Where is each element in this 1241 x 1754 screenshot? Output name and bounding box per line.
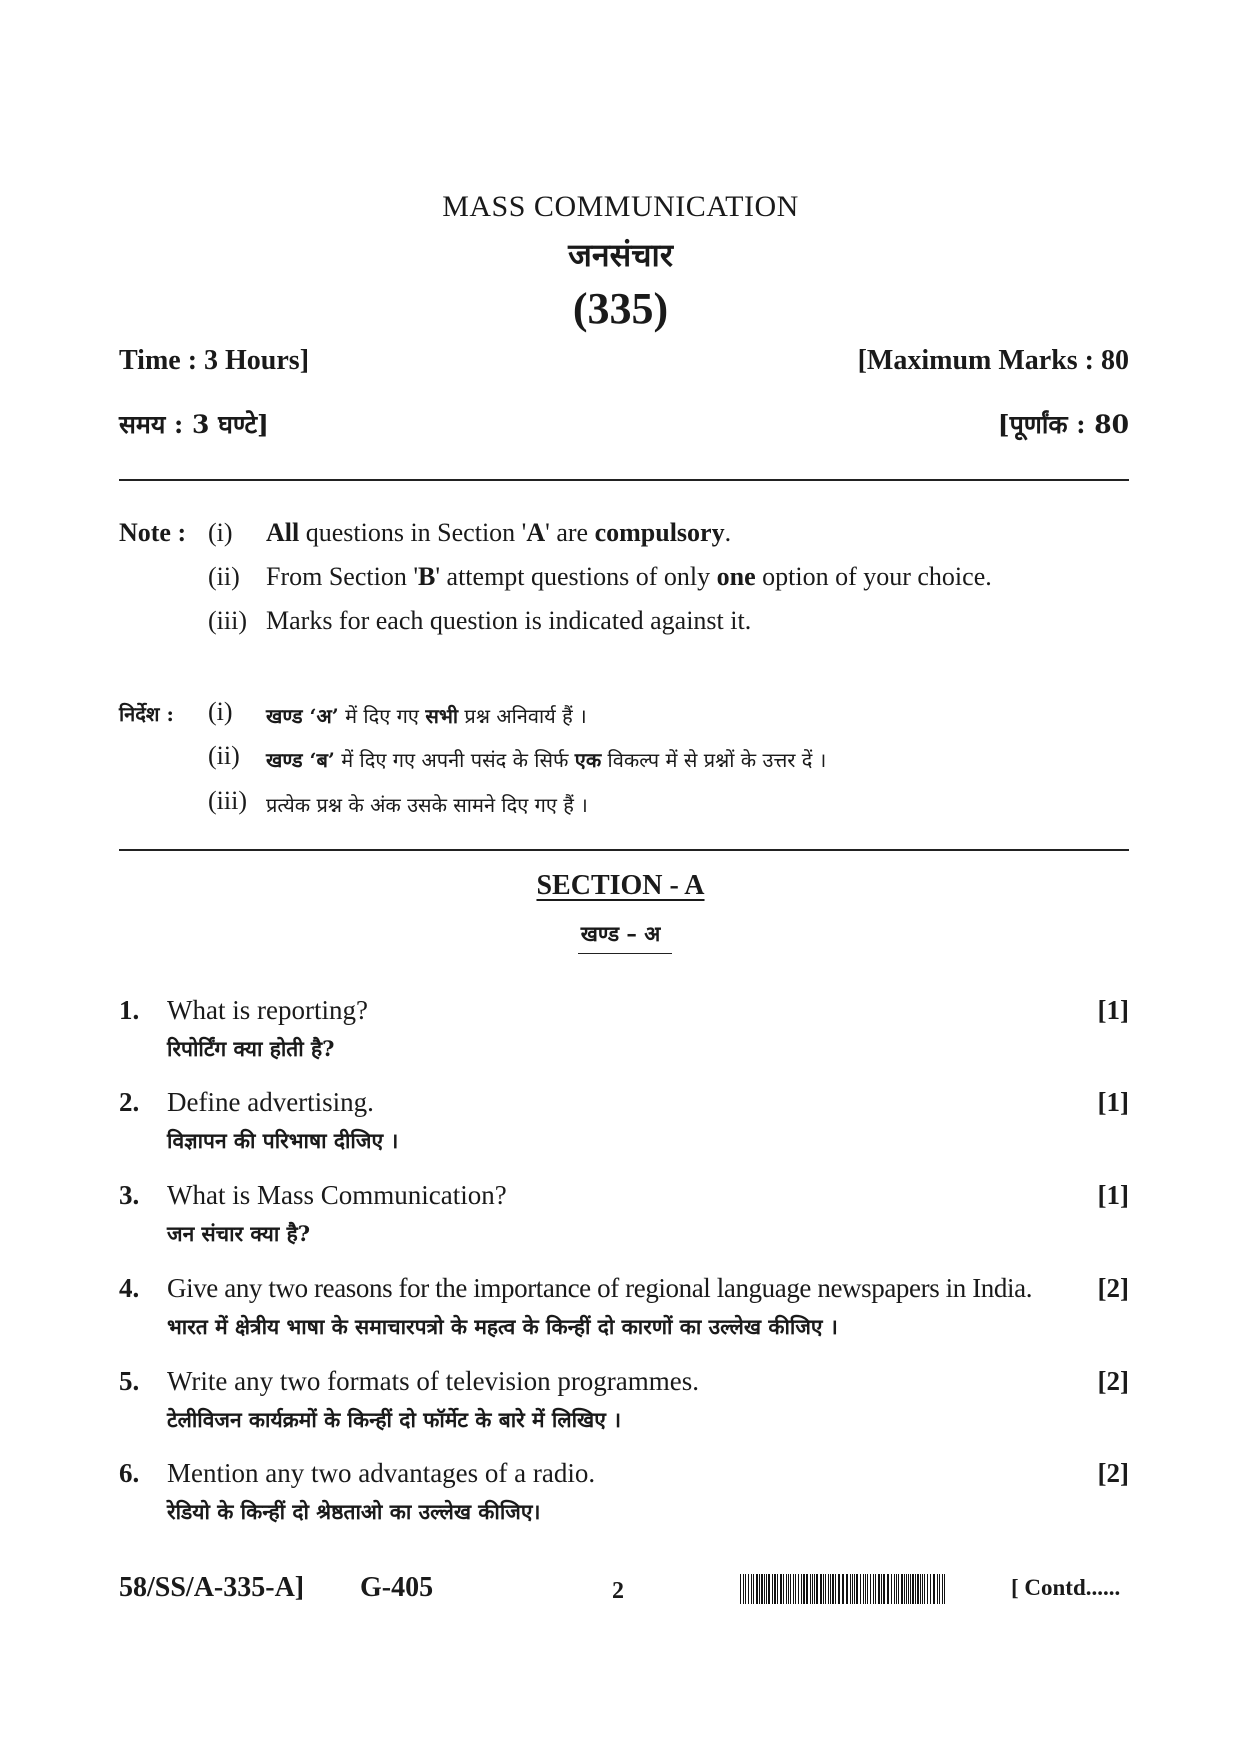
question-marks: [1] — [1097, 1180, 1129, 1210]
note-text-run: option of your choice. — [755, 562, 992, 591]
question-text-hi: जन संचार क्या है? — [167, 1221, 311, 1246]
subject-title-en: MASS COMMUNICATION — [442, 190, 799, 223]
question-text-hi: रिपोर्टिंग क्या होती है? — [167, 1036, 335, 1061]
footer-series: G-405 — [360, 1572, 434, 1603]
section-title-hi: खण्ड – अ — [580, 921, 661, 946]
time-hi: समय : 3 घण्टे] — [119, 410, 269, 439]
note-text-run: . — [724, 518, 732, 547]
question-marks: [2] — [1097, 1273, 1129, 1303]
emphasis-text: खण्ड ‘ब’ — [266, 748, 335, 772]
note-text-run: प्रत्येक प्रश्न के अंक उसके सामने दिए गए हैं । — [266, 793, 588, 817]
note-hi-num-2: (ii) — [208, 741, 240, 770]
question-marks: [2] — [1097, 1366, 1129, 1396]
emphasis-text: one — [716, 562, 756, 591]
page-number: 2 — [612, 1578, 624, 1604]
question-text-hi: टेलीविजन कार्यक्रमों के किन्हीं दो फॉर्मेट के बारे में लिखिए । — [167, 1407, 622, 1432]
question-marks: [1] — [1097, 1087, 1129, 1117]
note-hi-text-1 — [266, 702, 587, 729]
note-label-en: Note : — [119, 518, 187, 547]
question-number: 2. — [119, 1087, 140, 1117]
question-marks: [2] — [1097, 1458, 1129, 1488]
question-text-en: What is reporting? — [167, 995, 368, 1025]
emphasis-text: खण्ड ‘अ’ — [266, 704, 339, 728]
question-2 — [119, 1087, 1129, 1155]
max-marks-hi: [पूर्णांक : 80 — [997, 410, 1129, 439]
question-marks: [1] — [1097, 995, 1129, 1025]
question-text-en: Write any two formats of television programmes. — [167, 1366, 700, 1396]
note-text-run: questions in Section ' — [299, 518, 527, 547]
note-en-num-1: (i) — [208, 518, 233, 547]
note-text-run: प्रश्न अनिवार्य हैं । — [458, 704, 587, 728]
question-text-hi: रेडियो के किन्हीं दो श्रेष्ठताओ का उल्लेख कीजिए। — [167, 1499, 541, 1524]
question-number: 6. — [119, 1458, 140, 1488]
note-en-num-2: (ii) — [208, 562, 240, 591]
question-text-en: Give any two reasons for the importance of regional language newspapers in India. — [167, 1273, 1033, 1303]
emphasis-text: एक — [574, 748, 602, 772]
note-text-run: From Section ' — [266, 562, 419, 591]
emphasis-text: compulsory — [594, 518, 725, 547]
note-en-text-1 — [266, 518, 731, 548]
subject-code: (335) — [572, 284, 669, 333]
note-text-run: में दिए गए — [338, 704, 426, 728]
note-text-run: ' are — [545, 518, 595, 547]
max-marks-en: [Maximum Marks : 80 — [857, 345, 1129, 376]
emphasis-text: A — [526, 518, 546, 547]
section-title-en-text: SECTION - A — [536, 870, 705, 901]
question-6 — [119, 1458, 1129, 1526]
question-text-hi: भारत में क्षेत्रीय भाषा के समाचारपत्रो के महत्व के किन्हीं दो कारणों का उल्लेख कीजिए । — [167, 1314, 838, 1339]
footer-contd: [ Contd...... — [1011, 1575, 1121, 1600]
note-hi-text-3 — [266, 791, 588, 818]
question-1 — [119, 995, 1129, 1063]
note-label-hi: निर्देश : — [119, 702, 174, 726]
top-divider — [119, 479, 1129, 481]
emphasis-text: सभी — [425, 704, 459, 728]
note-hi-text-2 — [266, 746, 826, 773]
emphasis-text: All — [266, 518, 300, 547]
question-text-hi: विज्ञापन की परिभाषा दीजिए । — [167, 1128, 399, 1153]
question-text-en: What is Mass Communication? — [167, 1180, 507, 1210]
section-title-hi-underline — [578, 953, 672, 954]
section-divider — [119, 849, 1129, 851]
question-number: 1. — [119, 995, 140, 1025]
note-hi-num-1: (i) — [208, 697, 233, 726]
subject-title-hi: जनसंचार — [568, 236, 673, 274]
note-text-run: ' attempt questions of only — [435, 562, 717, 591]
note-en-text-3 — [266, 606, 751, 636]
emphasis-text: B — [418, 562, 436, 591]
question-text-en: Mention any two advantages of a radio. — [167, 1458, 596, 1488]
question-4 — [119, 1273, 1129, 1341]
note-hi-num-3: (iii) — [208, 786, 247, 815]
question-text-en: Define advertising. — [167, 1087, 374, 1117]
section-title-en — [0, 870, 1241, 902]
question-3 — [119, 1180, 1129, 1248]
note-text-run: विकल्प में से प्रश्नों के उत्तर दें । — [601, 748, 827, 772]
question-5 — [119, 1366, 1129, 1434]
note-text-run: में दिए गए अपनी पसंद के सिर्फ — [334, 748, 575, 772]
time-en: Time : 3 Hours] — [119, 345, 310, 376]
footer-paper-code: 58/SS/A-335-A] — [119, 1572, 305, 1603]
question-number: 4. — [119, 1273, 140, 1303]
note-en-num-3: (iii) — [208, 606, 247, 635]
barcode-icon — [740, 1574, 948, 1604]
note-text-run: Marks for each question is indicated against it. — [266, 606, 752, 635]
question-number: 3. — [119, 1180, 140, 1210]
question-number: 5. — [119, 1366, 140, 1396]
note-en-text-2 — [266, 562, 992, 592]
